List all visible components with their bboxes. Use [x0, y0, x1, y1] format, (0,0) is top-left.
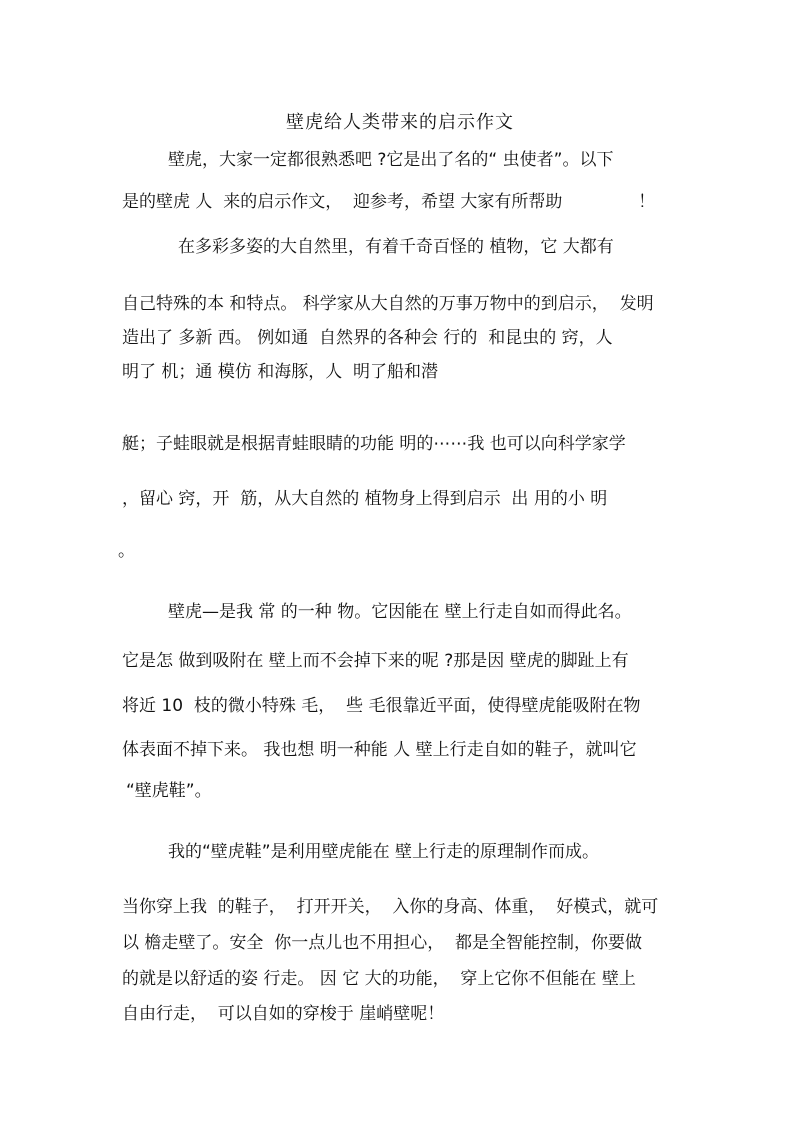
text-line: 以 檐走壁了。安全 你一点儿也不用担心， 都是全智能控制，你要做 — [122, 933, 643, 953]
text-line: 将近 10 枝的微小特殊 毛， 些 毛很靠近平面，使得壁虎能吸附在物 — [122, 696, 641, 716]
text-line: 壁虎，大家一定都很熟悉吧 ?它是出了名的“ 虫使者”。以下 — [168, 150, 614, 170]
text-line: 明了 机；通 模仿 和海豚，人 明了船和潜 — [122, 362, 439, 382]
text-line: 艇；子蛙眼就是根据青蛙眼睛的功能 明的⋯⋯我 也可以向科学家学 — [122, 434, 626, 454]
text-line: 在多彩多姿的大自然里，有着千奇百怪的 植物，它 大都有 — [178, 237, 614, 257]
text-line: 体表面不掉下来。 我也想 明一种能 人 壁上行走自如的鞋子，就叫它 — [122, 740, 637, 760]
text-line: 自己特殊的本 和特点。 科学家从大自然的万事万物中的到启示， 发明 — [122, 294, 654, 314]
text-line: 的就是以舒适的姿 行走。 因 它 大的功能， 穿上它你不但能在 壁上 — [122, 969, 636, 989]
text-line: 自由行走， 可以自如的穿梭于 崖峭壁呢！ — [122, 1004, 445, 1024]
text-line: 造出了 多新 西。 例如通 自然界的各种会 行的 和昆虫的 窍，人 — [122, 328, 613, 348]
text-line: 壁虎—是我 常 的一种 物。它因能在 壁上行走自如而得此名。 — [168, 602, 632, 622]
text-line: ，留心 窍，开 筋，从大自然的 植物身上得到启示 出 用的小 明 — [122, 489, 608, 509]
text-line: 我的“壁虎鞋”是利用壁虎能在 壁上行走的原理制作而成。 — [168, 842, 600, 862]
text-line: 。 — [118, 541, 135, 561]
text-line: 当你穿上我 的鞋子， 打开开关， 入你的身高、体重， 好模式，就可 — [122, 897, 659, 917]
text-line: 它是怎 做到吸附在 壁上而不会掉下来的呢 ?那是因 壁虎的脚趾上有 — [122, 651, 629, 671]
text-line: “壁虎鞋”。 — [126, 781, 212, 801]
document-title: 壁虎给人类带来的启示作文 — [286, 112, 514, 133]
text-line: 是的壁虎 人 来的启示作文， 迎参考，希望 大家有所帮助 ！ — [122, 192, 656, 212]
